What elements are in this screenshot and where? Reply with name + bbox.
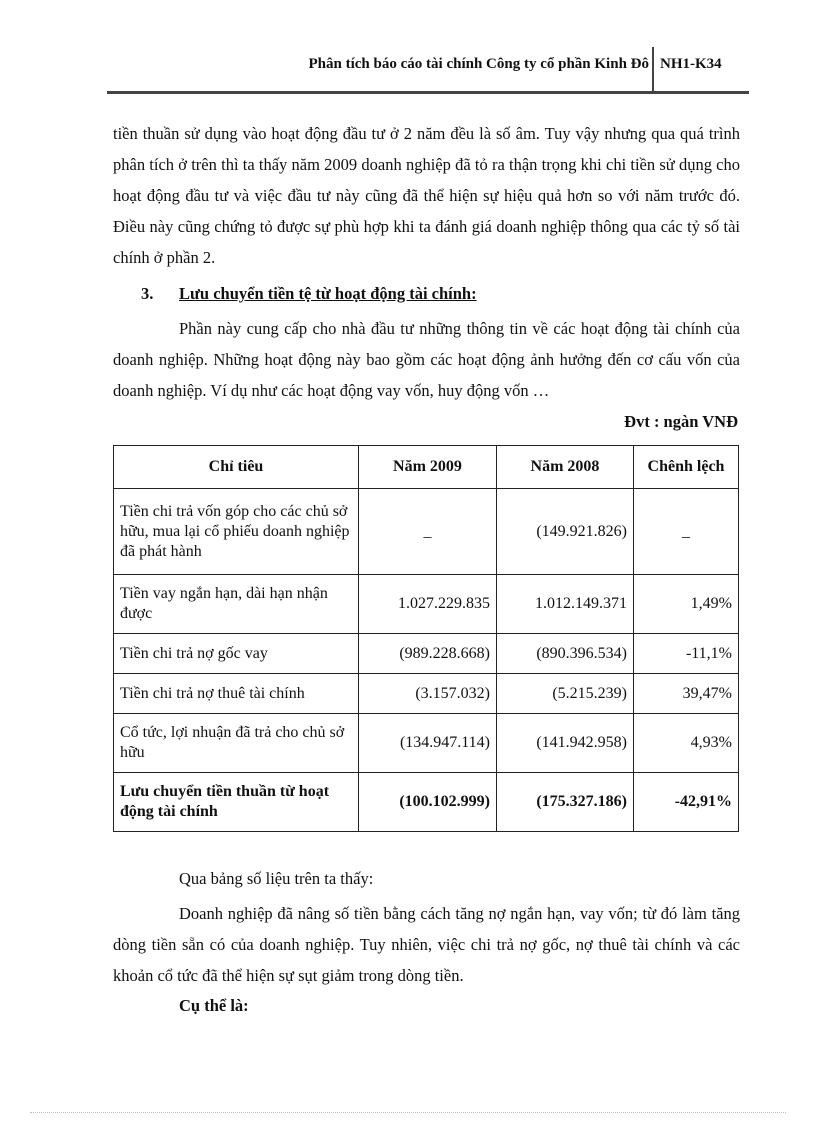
header-divider — [652, 47, 654, 91]
row-label: Cổ tức, lợi nhuận đã trả cho chủ sở hữu — [114, 714, 359, 773]
header-cell-indicator: Chỉ tiêu — [114, 446, 359, 489]
value-difference: 1,49% — [634, 575, 739, 634]
row-label: Tiền chi trả nợ thuê tài chính — [114, 674, 359, 714]
value-difference: _ — [634, 489, 739, 575]
header-cell-2008: Năm 2008 — [497, 446, 634, 489]
value-2009: (989.228.668) — [359, 634, 497, 674]
value-2009: (100.102.999) — [359, 773, 497, 832]
value-2008: (5.215.239) — [497, 674, 634, 714]
value-2009: (3.157.032) — [359, 674, 497, 714]
header-cell-difference: Chênh lệch — [634, 446, 739, 489]
row-label: Tiền chi trả vốn góp cho các chủ sở hữu, mua lại cổ phiếu doanh nghiệp đã phát hành — [114, 489, 359, 575]
table-row — [114, 674, 739, 714]
value-difference: -11,1% — [634, 634, 739, 674]
section-title: Lưu chuyển tiền tệ từ hoạt động tài chính: — [179, 284, 477, 303]
value-2008: (141.942.958) — [497, 714, 634, 773]
value-2008: (890.396.534) — [497, 634, 634, 674]
header-code: NH1-K34 — [660, 56, 722, 72]
after-table-line: Qua bảng số liệu trên ta thấy: — [179, 869, 374, 888]
header-cell-2009: Năm 2009 — [359, 446, 497, 489]
row-label: Lưu chuyển tiền thuần từ hoạt động tài chính — [114, 773, 359, 832]
value-2009: 1.027.229.835 — [359, 575, 497, 634]
value-difference: -42,91% — [634, 773, 739, 832]
section-heading — [141, 284, 477, 304]
footer-divider — [30, 1112, 786, 1113]
value-2008: (149.921.826) — [497, 489, 634, 575]
section-paragraph: Phần này cung cấp cho nhà đầu tư những thông tin về các hoạt động tài chính của doanh nghiệp. Những hoạt động này bao gồm các hoạt động ảnh hưởng đến cơ cấu vốn của doanh nghiệp. Ví dụ như các hoạt động vay vốn, huy động vốn … — [113, 319, 740, 400]
value-difference: 4,93% — [634, 714, 739, 773]
section-number: 3. — [141, 284, 154, 303]
specifically-label: Cụ thể là: — [179, 996, 249, 1015]
row-label: Tiền chi trả nợ gốc vay — [114, 634, 359, 674]
unit-label: Đvt : ngàn VNĐ — [624, 412, 738, 431]
table-row — [114, 634, 739, 674]
value-2009: _ — [359, 489, 497, 575]
value-difference: 39,47% — [634, 674, 739, 714]
table-row — [114, 714, 739, 773]
conclusion-paragraph: Doanh nghiệp đã nâng số tiền bằng cách tăng nợ ngắn hạn, vay vốn; từ đó làm tăng dòng tiền sẵn có của doanh nghiệp. Tuy nhiên, việc chi trả nợ gốc, nợ thuê tài chính và các khoản cổ tức đã thể hiện sự sụt giảm trong dòng tiền. — [113, 904, 740, 985]
value-2009: (134.947.114) — [359, 714, 497, 773]
row-label: Tiền vay ngắn hạn, dài hạn nhận được — [114, 575, 359, 634]
intro-paragraph: tiền thuần sử dụng vào hoạt động đầu tư ở 2 năm đều là số âm. Tuy vậy nhưng qua quá trình phân tích ở trên thì ta thấy năm 2009 doanh nghiệp đã tỏ ra thận trọng khi chi tiền sử dụng cho hoạt động đầu tư và việc đầu tư này cũng đã thể hiện sự hiệu quả hơn so với năm trước đó. Điều này cũng chứng tỏ được sự phù hợp khi ta đánh giá doanh nghiệp thông qua các tỷ số tài chính ở phần 2. — [113, 124, 740, 267]
value-2008: 1.012.149.371 — [497, 575, 634, 634]
table-row — [114, 575, 739, 634]
value-2008: (175.327.186) — [497, 773, 634, 832]
header-title: Phân tích báo cáo tài chính Công ty cổ phần Kinh Đô — [308, 56, 649, 72]
table-header-row — [114, 446, 739, 489]
table-total-row — [114, 773, 739, 832]
cash-flow-table — [113, 445, 739, 832]
page-header — [107, 47, 749, 94]
table-row — [114, 489, 739, 575]
